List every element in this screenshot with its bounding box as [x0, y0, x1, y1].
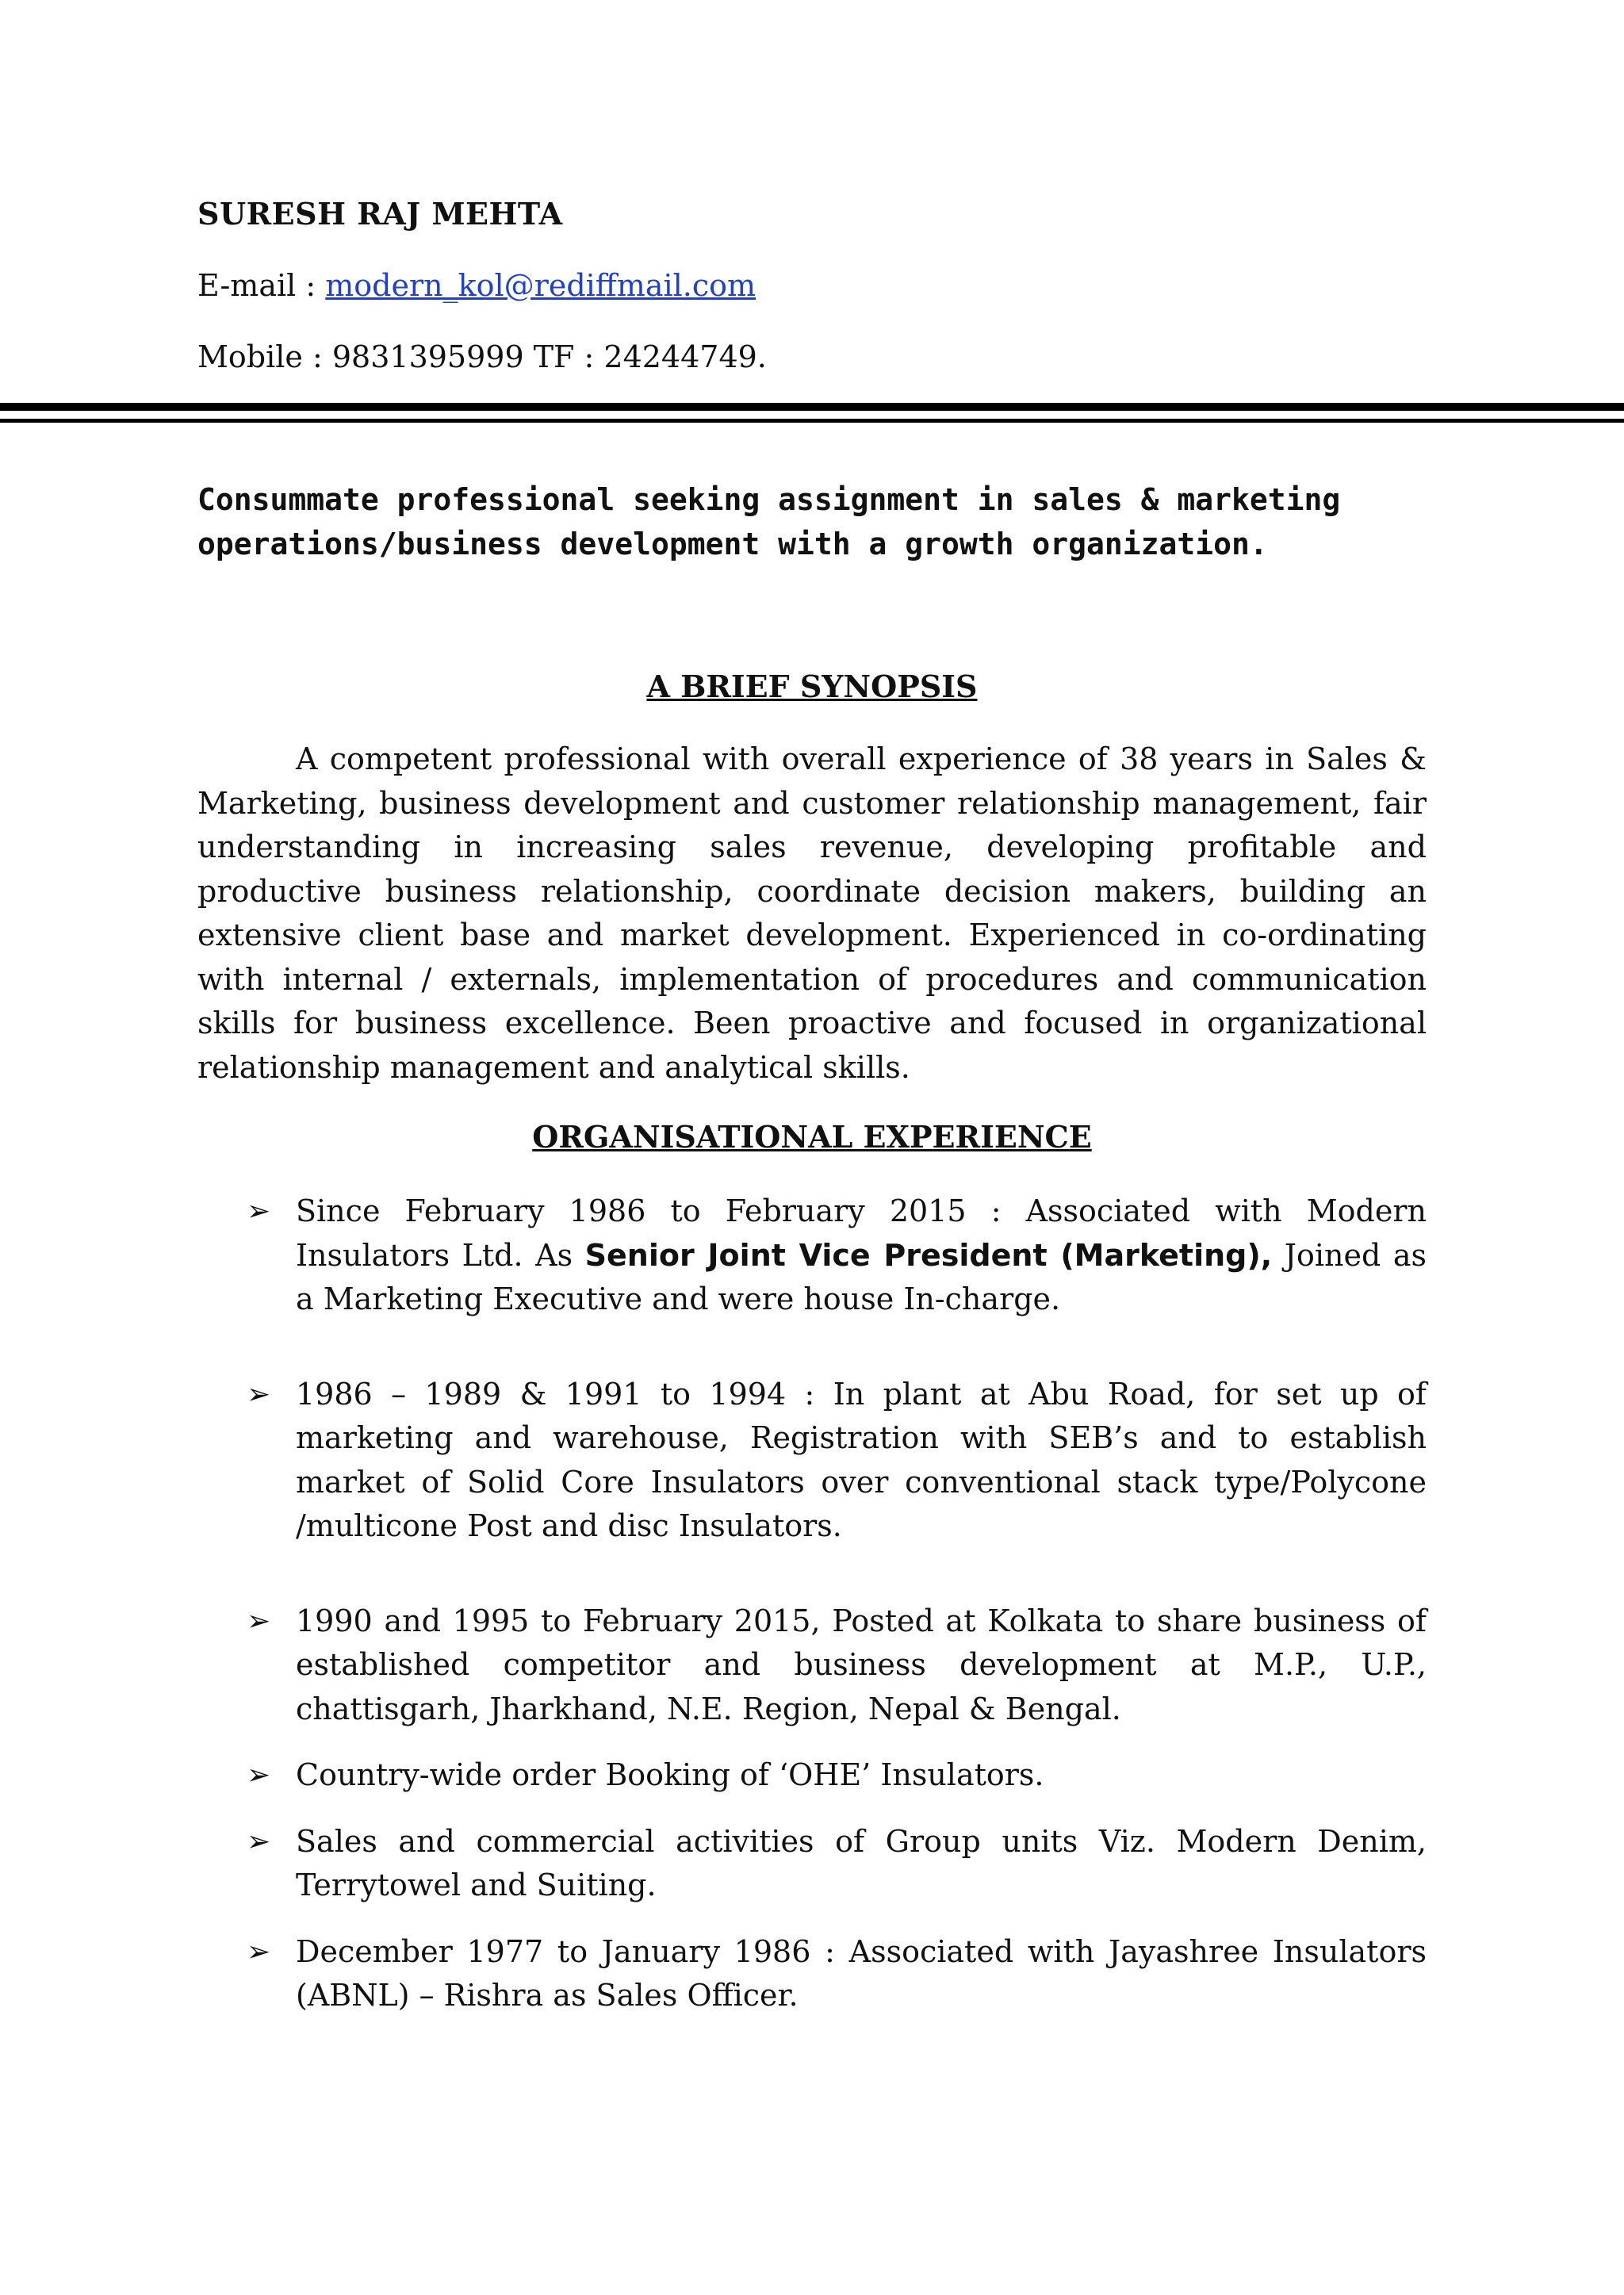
experience-heading: ORGANISATIONAL EXPERIENCE	[532, 1119, 1092, 1155]
experience-list	[197, 1190, 1427, 2018]
experience-text: Country-wide order Booking of ‘OHE’ Insulators.	[296, 1757, 1044, 1792]
candidate-name: SURESH RAJ MEHTA	[197, 196, 563, 232]
phone-line: Mobile : 9831395999 TF : 24244749.	[197, 339, 767, 374]
contact-header	[197, 190, 1434, 404]
arrowhead-bullet-icon: ➢	[247, 1935, 271, 1968]
experience-text: 1990 and 1995 to February 2015, Posted at Kolkata to share business of established competitor and business development at M.P., U.P., chattisgarh, Jharkhand, N.E. Region, Nepal & Bengal.	[296, 1603, 1427, 1726]
arrowhead-bullet-icon: ➢	[247, 1604, 271, 1638]
experience-item	[197, 1373, 1427, 1549]
experience-item	[197, 1190, 1427, 1322]
email-line	[197, 262, 1434, 309]
header-divider-thick	[0, 403, 1624, 411]
experience-item	[197, 1753, 1427, 1798]
header-divider-thin	[0, 419, 1624, 423]
email-label: E-mail :	[197, 268, 326, 303]
job-title: Senior Joint Vice President (Marketing),	[584, 1237, 1273, 1273]
experience-text: December 1977 to January 1986 : Associated with Jayashree Insulators (ABNL) – Rishra as Sales Officer.	[296, 1933, 1427, 2013]
experience-item	[197, 1820, 1427, 1908]
arrowhead-bullet-icon: ➢	[247, 1759, 271, 1791]
arrowhead-bullet-icon: ➢	[247, 1825, 271, 1858]
career-objective: Consummate professional seeking assignment in sales & marketing operations/business development with a growth organization.	[197, 482, 1341, 561]
arrowhead-bullet-icon: ➢	[247, 1195, 271, 1228]
arrowhead-bullet-icon: ➢	[247, 1377, 271, 1411]
experience-text: 1986 – 1989 & 1991 to 1994 : In plant at Abu Road, for set up of marketing and warehouse, Registration with SEB’s and to establish market of Solid Core Insulators over conventional stack type/Polycone /multicone Post and disc Insulators.	[296, 1376, 1427, 1543]
email-link[interactable]: modern_kol@rediffmail.com	[325, 268, 756, 303]
experience-item	[197, 1600, 1427, 1732]
synopsis-paragraph: A competent professional with overall experience of 38 years in Sales & Marketing, business development and customer relationship management, fair understanding in increasing sales revenue, developing profitable and productive business relationship, coordinate decision makers, building an extensive client base and market development. Experienced in co-ordinating with internal / externals, implementation of procedures and communication skills for business excellence. Been proactive and focused in organizational relationship management and analytical skills.	[197, 741, 1427, 1085]
experience-text: Joined as a Marketing Executive and were house In-charge.	[296, 1237, 1427, 1316]
experience-text: Since February 1986 to February 2015 : Associated with Modern Insulators Ltd. As	[296, 1193, 1427, 1273]
synopsis-heading: A BRIEF SYNOPSIS	[646, 669, 978, 704]
experience-item	[197, 1930, 1427, 2018]
experience-text: Sales and commercial activities of Group units Viz. Modern Denim, Terrytowel and Suiting.	[296, 1823, 1427, 1902]
